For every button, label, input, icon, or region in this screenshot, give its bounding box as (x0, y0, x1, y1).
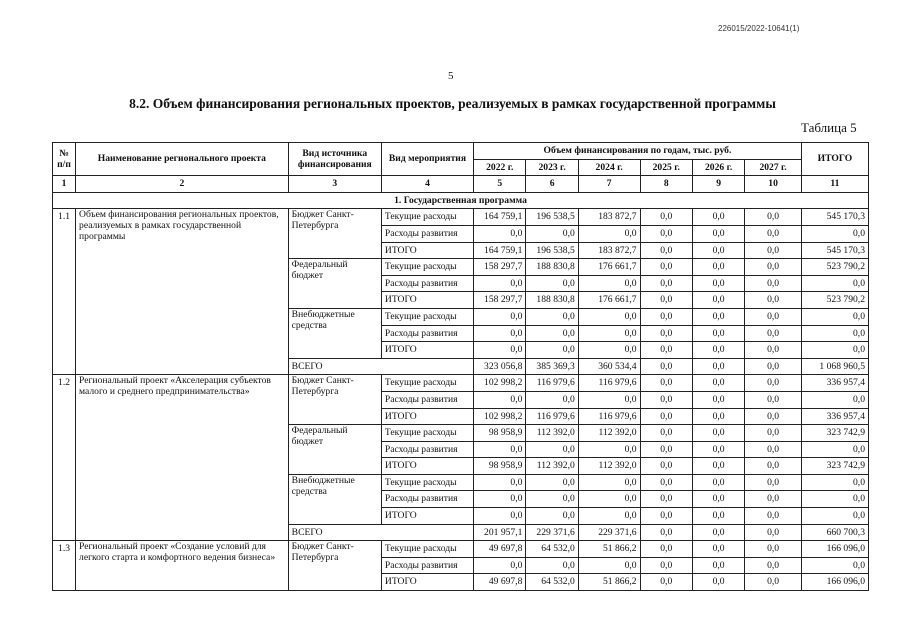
column-number: 10 (745, 176, 802, 193)
amount-cell: 0,0 (692, 491, 744, 508)
amount-cell: 0,0 (801, 441, 868, 458)
activity-type: Расходы развития (381, 325, 473, 342)
amount-cell: 0,0 (692, 458, 744, 475)
amount-cell: 336 957,4 (801, 408, 868, 425)
amount-cell: 0,0 (745, 375, 802, 392)
amount-cell: 158 297,7 (474, 292, 526, 309)
header-project: Наименование регионального проекта (76, 143, 289, 176)
amount-cell: 0,0 (692, 342, 744, 359)
amount-cell: 0,0 (745, 491, 802, 508)
activity-type: Текущие расходы (381, 541, 473, 558)
header-activity: Вид мероприятия (381, 143, 473, 176)
project-number: 1.1 (53, 209, 76, 375)
amount-cell: 0,0 (640, 491, 692, 508)
amount-cell: 0,0 (640, 292, 692, 309)
amount-cell: 64 532,0 (526, 541, 578, 558)
activity-type: Текущие расходы (381, 259, 473, 276)
amount-cell: 0,0 (578, 342, 640, 359)
amount-cell: 0,0 (640, 375, 692, 392)
total-amount: 0,0 (692, 358, 744, 375)
amount-cell: 112 392,0 (526, 425, 578, 442)
amount-cell: 0,0 (745, 458, 802, 475)
amount-cell: 166 096,0 (801, 541, 868, 558)
amount-cell: 196 538,5 (526, 209, 578, 226)
amount-cell: 523 790,2 (801, 259, 868, 276)
amount-cell: 176 661,7 (578, 292, 640, 309)
amount-cell: 0,0 (745, 225, 802, 242)
total-amount: 0,0 (640, 524, 692, 541)
project-number: 1.2 (53, 375, 76, 541)
activity-type: Текущие расходы (381, 308, 473, 325)
activity-type: Текущие расходы (381, 425, 473, 442)
amount-cell: 0,0 (692, 508, 744, 525)
amount-cell: 0,0 (578, 508, 640, 525)
activity-type: ИТОГО (381, 292, 473, 309)
column-number-row (53, 176, 869, 193)
total-amount: 0,0 (745, 524, 802, 541)
activity-type: Текущие расходы (381, 474, 473, 491)
amount-cell: 0,0 (692, 474, 744, 491)
amount-cell: 183 872,7 (578, 242, 640, 259)
header-total: ИТОГО (801, 143, 868, 176)
amount-cell: 0,0 (474, 391, 526, 408)
amount-cell: 158 297,7 (474, 259, 526, 276)
amount-cell: 0,0 (640, 342, 692, 359)
amount-cell: 0,0 (474, 308, 526, 325)
amount-cell: 0,0 (692, 225, 744, 242)
total-amount: 0,0 (692, 524, 744, 541)
header-year: 2026 г. (692, 159, 744, 176)
header-year: 2027 г. (745, 159, 802, 176)
amount-cell: 0,0 (640, 557, 692, 574)
amount-cell: 323 742,9 (801, 458, 868, 475)
page-title: 8.2. Объем финансирования региональных проектов, реализуемых в рамках государственной программы (129, 96, 776, 111)
header-year: 2025 г. (640, 159, 692, 176)
amount-cell: 0,0 (745, 508, 802, 525)
amount-cell: 112 392,0 (578, 425, 640, 442)
table-row (53, 209, 869, 226)
amount-cell: 0,0 (745, 408, 802, 425)
amount-cell: 545 170,3 (801, 209, 868, 226)
activity-type: Текущие расходы (381, 209, 473, 226)
amount-cell: 0,0 (801, 491, 868, 508)
amount-cell: 0,0 (745, 441, 802, 458)
amount-cell: 0,0 (526, 474, 578, 491)
amount-cell: 545 170,3 (801, 242, 868, 259)
activity-type: Расходы развития (381, 557, 473, 574)
total-label: ВСЕГО (288, 358, 473, 375)
funding-source: Бюджет Санкт-Петербурга (288, 375, 381, 425)
table-row (53, 541, 869, 558)
activity-type: ИТОГО (381, 458, 473, 475)
amount-cell: 51 866,2 (578, 541, 640, 558)
amount-cell: 0,0 (640, 474, 692, 491)
amount-cell: 164 759,1 (474, 242, 526, 259)
amount-cell: 188 830,8 (526, 259, 578, 276)
amount-cell: 98 958,9 (474, 425, 526, 442)
document-id: 226015/2022-10641(1) (718, 24, 800, 33)
amount-cell: 0,0 (801, 275, 868, 292)
amount-cell: 0,0 (578, 391, 640, 408)
amount-cell: 0,0 (692, 574, 744, 591)
amount-cell: 0,0 (745, 259, 802, 276)
amount-cell: 49 697,8 (474, 574, 526, 591)
funding-source: Федеральный бюджет (288, 425, 381, 475)
column-number: 7 (578, 176, 640, 193)
amount-cell: 0,0 (692, 441, 744, 458)
amount-cell: 0,0 (801, 508, 868, 525)
amount-cell: 0,0 (640, 259, 692, 276)
amount-cell: 0,0 (692, 275, 744, 292)
amount-cell: 0,0 (745, 242, 802, 259)
funding-source: Внебюджетные средства (288, 308, 381, 358)
header-year: 2022 г. (474, 159, 526, 176)
amount-cell: 0,0 (578, 325, 640, 342)
section-row (53, 192, 869, 209)
amount-cell: 0,0 (745, 574, 802, 591)
amount-cell: 0,0 (578, 308, 640, 325)
header-source: Вид источника финансирования (288, 143, 381, 176)
amount-cell: 0,0 (745, 391, 802, 408)
amount-cell: 116 979,6 (526, 375, 578, 392)
total-amount: 1 068 960,5 (801, 358, 868, 375)
amount-cell: 0,0 (692, 209, 744, 226)
amount-cell: 323 742,9 (801, 425, 868, 442)
amount-cell: 0,0 (474, 225, 526, 242)
funding-source: Внебюджетные средства (288, 474, 381, 524)
amount-cell: 0,0 (640, 242, 692, 259)
amount-cell: 102 998,2 (474, 375, 526, 392)
amount-cell: 0,0 (578, 557, 640, 574)
amount-cell: 0,0 (692, 325, 744, 342)
project-number: 1.3 (53, 541, 76, 591)
amount-cell: 0,0 (526, 275, 578, 292)
activity-type: ИТОГО (381, 508, 473, 525)
amount-cell: 0,0 (745, 325, 802, 342)
amount-cell: 166 096,0 (801, 574, 868, 591)
header-year: 2023 г. (526, 159, 578, 176)
amount-cell: 0,0 (692, 242, 744, 259)
amount-cell: 0,0 (692, 391, 744, 408)
amount-cell: 196 538,5 (526, 242, 578, 259)
amount-cell: 0,0 (640, 574, 692, 591)
activity-type: Расходы развития (381, 391, 473, 408)
amount-cell: 336 957,4 (801, 375, 868, 392)
amount-cell: 0,0 (526, 441, 578, 458)
total-amount: 229 371,6 (526, 524, 578, 541)
amount-cell: 0,0 (640, 275, 692, 292)
amount-cell: 0,0 (474, 441, 526, 458)
amount-cell: 0,0 (745, 275, 802, 292)
amount-cell: 523 790,2 (801, 292, 868, 309)
amount-cell: 0,0 (640, 209, 692, 226)
total-amount: 360 534,4 (578, 358, 640, 375)
funding-source: Бюджет Санкт-Петербурга (288, 541, 381, 591)
amount-cell: 0,0 (745, 209, 802, 226)
financing-table (52, 142, 869, 591)
amount-cell: 0,0 (692, 375, 744, 392)
total-amount: 323 056,8 (474, 358, 526, 375)
amount-cell: 0,0 (801, 308, 868, 325)
amount-cell: 116 979,6 (578, 408, 640, 425)
column-number: 2 (76, 176, 289, 193)
column-number: 6 (526, 176, 578, 193)
project-name: Региональный проект «Создание условий для легкого старта и комфортного ведения бизнеса» (76, 541, 289, 591)
amount-cell: 116 979,6 (526, 408, 578, 425)
header-row (53, 143, 869, 160)
amount-cell: 0,0 (474, 491, 526, 508)
amount-cell: 0,0 (640, 308, 692, 325)
amount-cell: 188 830,8 (526, 292, 578, 309)
amount-cell: 0,0 (801, 325, 868, 342)
amount-cell: 51 866,2 (578, 574, 640, 591)
amount-cell: 0,0 (474, 325, 526, 342)
activity-type: ИТОГО (381, 408, 473, 425)
amount-cell: 0,0 (692, 259, 744, 276)
activity-type: ИТОГО (381, 242, 473, 259)
total-amount: 229 371,6 (578, 524, 640, 541)
amount-cell: 0,0 (578, 441, 640, 458)
section-title: 1. Государственная программа (53, 192, 869, 209)
project-name: Объем финансирования региональных проектов, реализуемых в рамках государственной программы (76, 209, 289, 375)
amount-cell: 0,0 (745, 425, 802, 442)
amount-cell: 0,0 (526, 391, 578, 408)
total-amount: 201 957,1 (474, 524, 526, 541)
amount-cell: 0,0 (578, 275, 640, 292)
table-row (53, 375, 869, 392)
amount-cell: 0,0 (640, 458, 692, 475)
amount-cell: 0,0 (745, 474, 802, 491)
activity-type: Расходы развития (381, 275, 473, 292)
amount-cell: 0,0 (801, 557, 868, 574)
amount-cell: 49 697,8 (474, 541, 526, 558)
amount-cell: 0,0 (692, 541, 744, 558)
total-amount: 0,0 (745, 358, 802, 375)
amount-cell: 116 979,6 (578, 375, 640, 392)
amount-cell: 112 392,0 (578, 458, 640, 475)
amount-cell: 0,0 (526, 491, 578, 508)
amount-cell: 0,0 (692, 425, 744, 442)
activity-type: ИТОГО (381, 574, 473, 591)
amount-cell: 0,0 (640, 225, 692, 242)
amount-cell: 0,0 (474, 557, 526, 574)
amount-cell: 0,0 (640, 391, 692, 408)
activity-type: Текущие расходы (381, 375, 473, 392)
activity-type: ИТОГО (381, 342, 473, 359)
amount-cell: 0,0 (640, 325, 692, 342)
amount-cell: 0,0 (745, 541, 802, 558)
amount-cell: 0,0 (526, 225, 578, 242)
amount-cell: 0,0 (526, 342, 578, 359)
activity-type: Расходы развития (381, 225, 473, 242)
amount-cell: 0,0 (745, 342, 802, 359)
amount-cell: 0,0 (801, 391, 868, 408)
amount-cell: 0,0 (578, 474, 640, 491)
amount-cell: 0,0 (692, 408, 744, 425)
header-year: 2024 г. (578, 159, 640, 176)
amount-cell: 0,0 (640, 508, 692, 525)
amount-cell: 0,0 (801, 225, 868, 242)
project-name: Региональный проект «Акселерация субъектов малого и среднего предпринимательства» (76, 375, 289, 541)
amount-cell: 183 872,7 (578, 209, 640, 226)
amount-cell: 0,0 (692, 557, 744, 574)
funding-source: Бюджет Санкт-Петербурга (288, 209, 381, 259)
total-amount: 660 700,3 (801, 524, 868, 541)
amount-cell: 0,0 (474, 474, 526, 491)
amount-cell: 0,0 (526, 308, 578, 325)
table-label: Таблица 5 (801, 120, 857, 135)
column-number: 5 (474, 176, 526, 193)
amount-cell: 0,0 (692, 292, 744, 309)
column-number: 9 (692, 176, 744, 193)
funding-source: Федеральный бюджет (288, 259, 381, 309)
amount-cell: 0,0 (745, 557, 802, 574)
amount-cell: 0,0 (745, 308, 802, 325)
amount-cell: 164 759,1 (474, 209, 526, 226)
page-number: 5 (448, 70, 454, 82)
column-number: 3 (288, 176, 381, 193)
amount-cell: 0,0 (640, 425, 692, 442)
amount-cell: 0,0 (692, 308, 744, 325)
amount-cell: 0,0 (526, 557, 578, 574)
total-amount: 0,0 (640, 358, 692, 375)
activity-type: Расходы развития (381, 441, 473, 458)
amount-cell: 0,0 (801, 342, 868, 359)
amount-cell: 64 532,0 (526, 574, 578, 591)
amount-cell: 0,0 (526, 325, 578, 342)
total-label: ВСЕГО (288, 524, 473, 541)
amount-cell: 0,0 (526, 508, 578, 525)
amount-cell: 0,0 (474, 275, 526, 292)
amount-cell: 112 392,0 (526, 458, 578, 475)
amount-cell: 0,0 (578, 491, 640, 508)
column-number: 4 (381, 176, 473, 193)
header-years-group: Объем финансирования по годам, тыс. руб. (474, 143, 802, 160)
amount-cell: 102 998,2 (474, 408, 526, 425)
total-amount: 385 369,3 (526, 358, 578, 375)
amount-cell: 0,0 (474, 508, 526, 525)
amount-cell: 0,0 (640, 441, 692, 458)
amount-cell: 0,0 (474, 342, 526, 359)
column-number: 8 (640, 176, 692, 193)
column-number: 1 (53, 176, 76, 193)
column-number: 11 (801, 176, 868, 193)
amount-cell: 0,0 (801, 474, 868, 491)
amount-cell: 0,0 (578, 225, 640, 242)
amount-cell: 98 958,9 (474, 458, 526, 475)
amount-cell: 0,0 (640, 408, 692, 425)
amount-cell: 0,0 (640, 541, 692, 558)
header-num: № п/п (53, 143, 76, 176)
amount-cell: 176 661,7 (578, 259, 640, 276)
activity-type: Расходы развития (381, 491, 473, 508)
amount-cell: 0,0 (745, 292, 802, 309)
